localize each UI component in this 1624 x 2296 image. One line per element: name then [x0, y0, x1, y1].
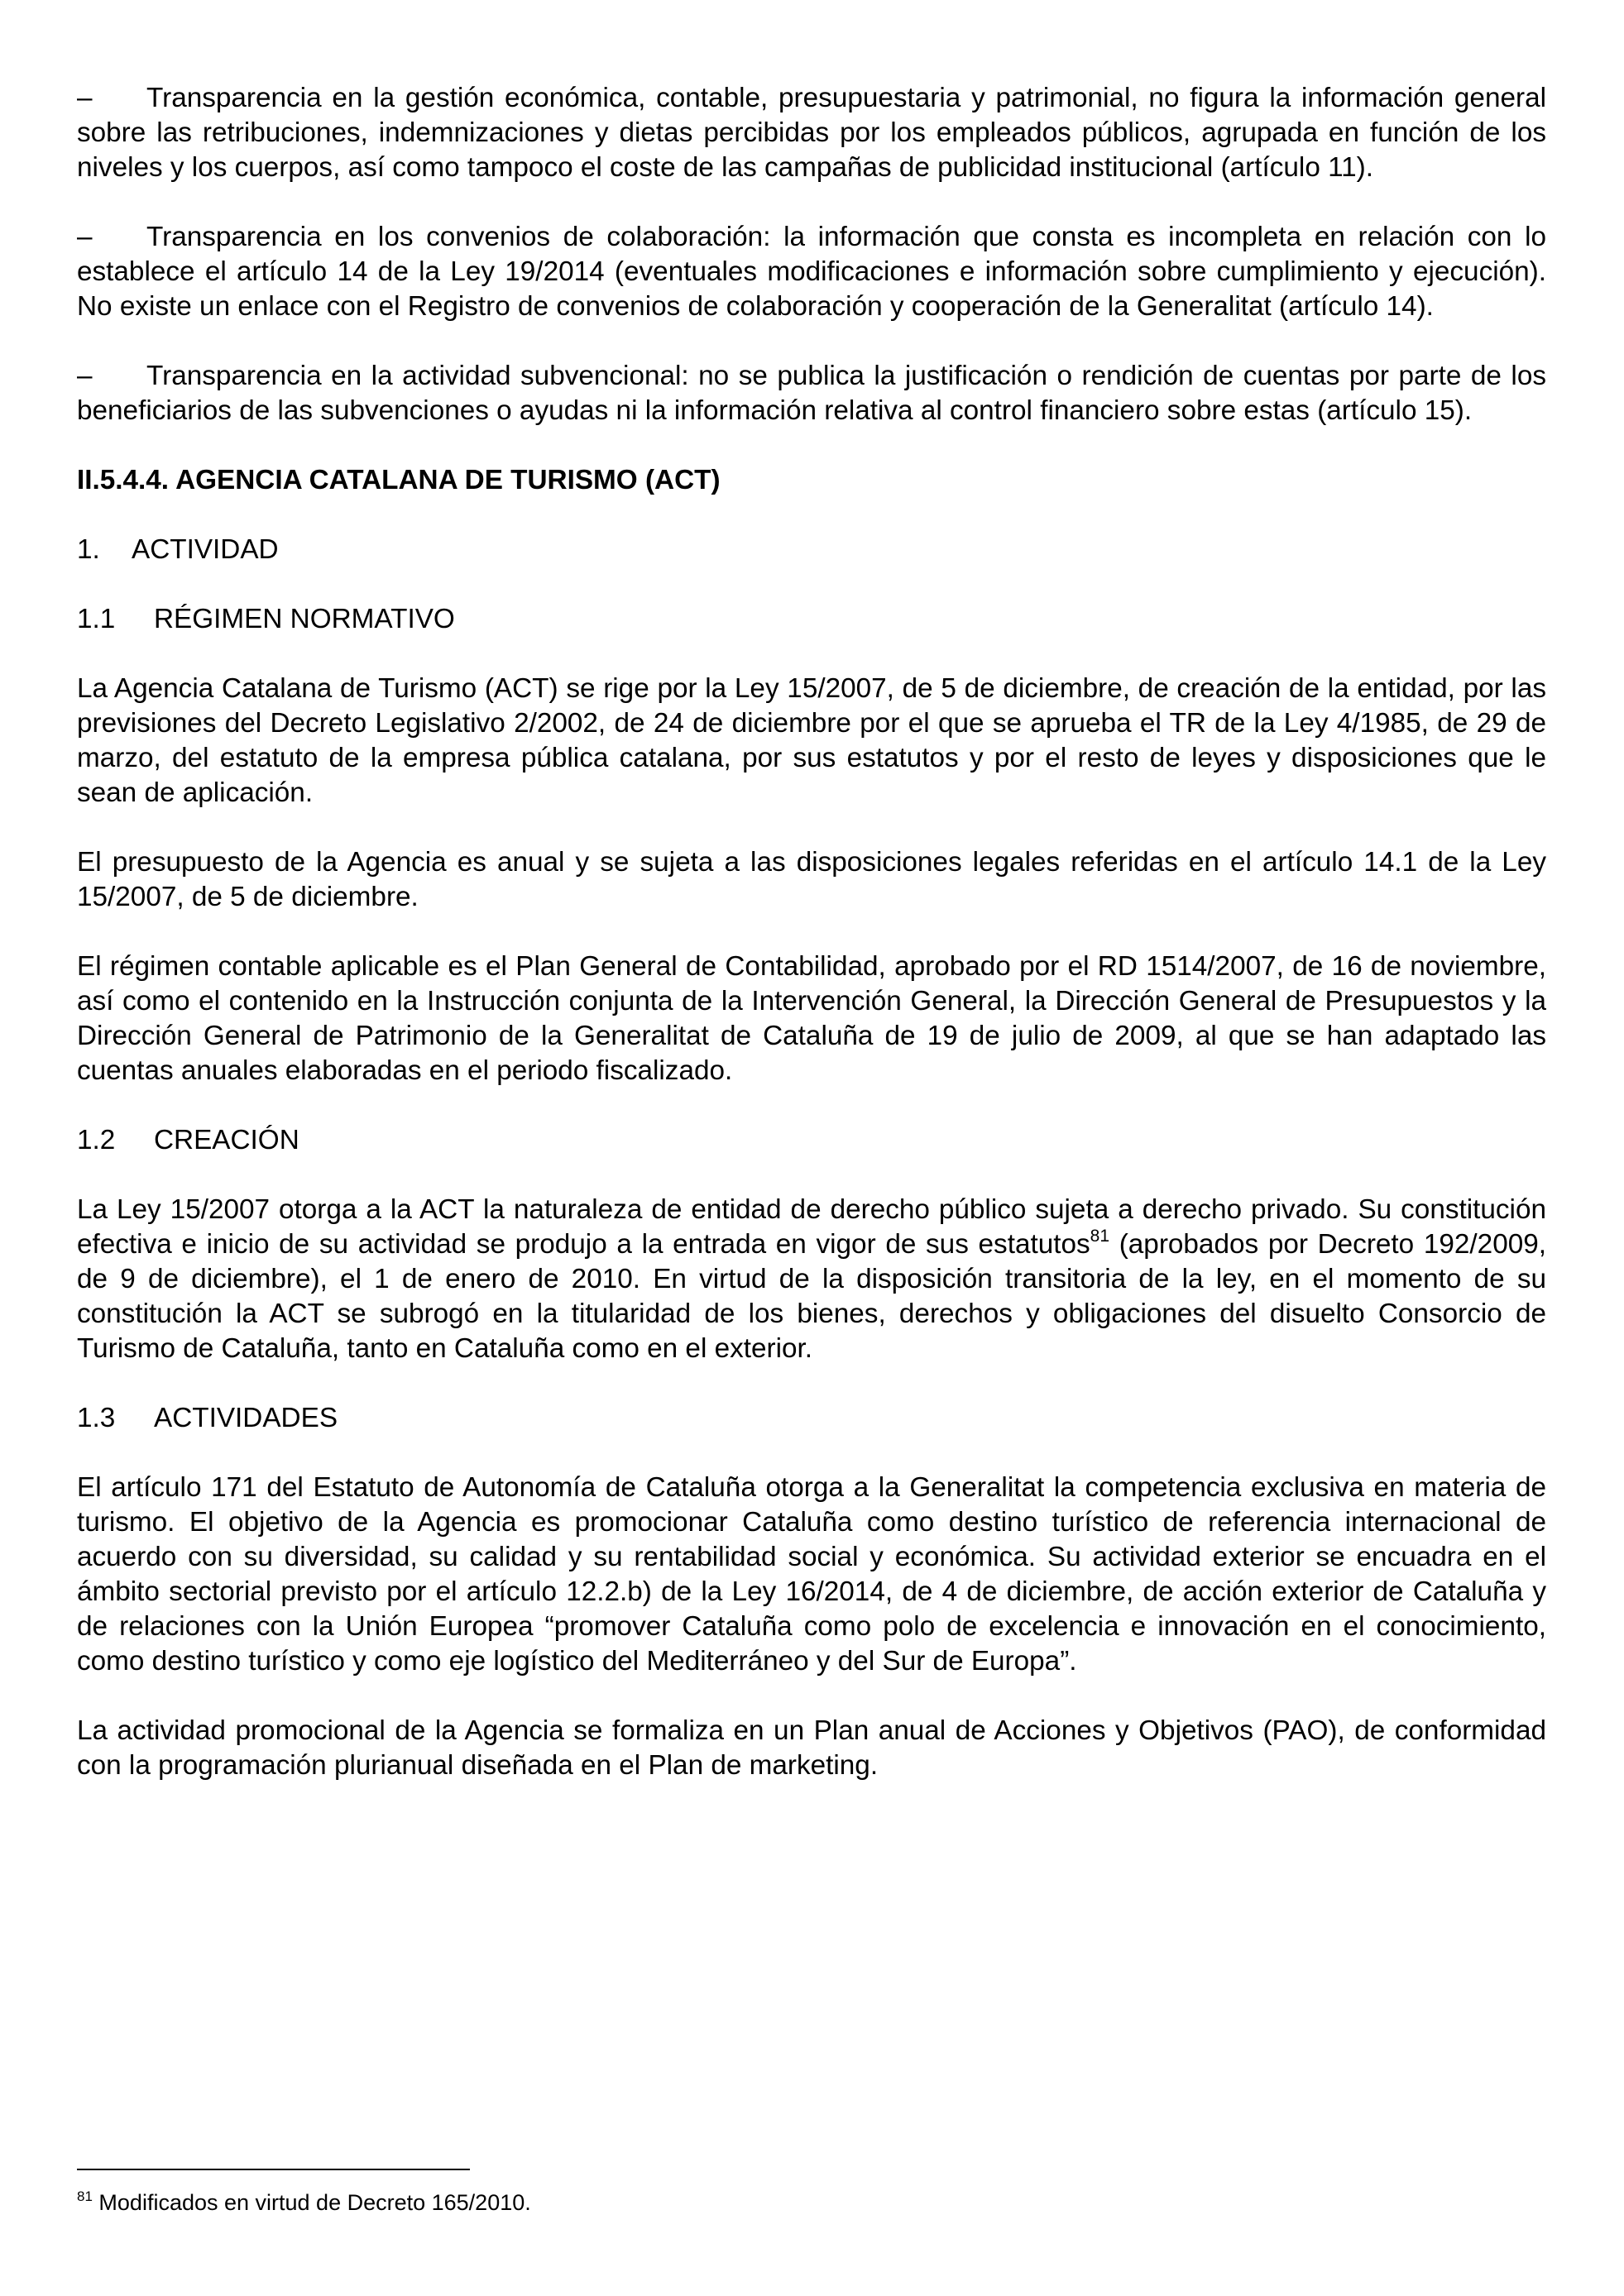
bullet-text: Transparencia en la gestión económica, contable, presupuestaria y patrimonial, no figura la información general sobre las retribuciones, indemnizaciones y dietas percibidas por los empleados públicos, agrupada en función de los niveles y los cuerpos, así como tampoco el coste de las campañas de publicidad institucional (artículo 11).: [77, 83, 1546, 183]
paragraph-text: (aprobados por Decreto 192/2009, de 9 de diciembre), el 1 de enero de 2010. En virtud de la disposición transitoria de la ley, en el momento de su constitución la ACT se subrogó en la titularidad de los bienes, derechos y obligaciones del disuelto Consorcio de Turismo de Cataluña, tanto en Cataluña como en el exterior.: [77, 1229, 1546, 1364]
footnote-reference[interactable]: 81: [1090, 1227, 1110, 1246]
footnote: [77, 2188, 531, 2217]
paragraph: El presupuesto de la Agencia es anual y se sujeta a las disposiciones legales referidas en el artículo 14.1 de la Ley 15/2007, de 5 de diciembre.: [77, 847, 1546, 912]
paragraph: El artículo 171 del Estatuto de Autonomía de Cataluña otorga a la Generalitat la competencia exclusiva en materia de turismo. El objetivo de la Agencia es promocionar Cataluña como destino turístico de referencia internacional de acuerdo con su diversidad, su calidad y su rentabilidad social y económica. Su actividad exterior se encuadra en el ámbito sectorial previsto por el artículo 12.2.b) de la Ley 16/2014, de 4 de diciembre, de acción exterior de Cataluña y de relaciones con la Unión Europea “promover Cataluña como polo de excelencia e innovación en el conocimiento, como destino turístico y como eje logístico del Mediterráneo y del Sur de Europa”.: [77, 1472, 1546, 1677]
paragraph-creacion: [77, 1193, 1546, 1366]
subheading-number: 1.1: [77, 604, 116, 634]
subheading-creacion: [77, 1123, 1546, 1158]
paragraph: La actividad promocional de la Agencia se formaliza en un Plan anual de Acciones y Objetivos (PAO), de conformidad con la programación plurianual diseñada en el Plan de marketing.: [77, 1715, 1546, 1781]
subheading-regimen-normativo: [77, 602, 1546, 637]
subheading-number: 1.3: [77, 1403, 116, 1433]
dash-bullet: –: [77, 361, 93, 391]
heading-actividad: [77, 533, 1546, 567]
bullet-item: [77, 81, 1546, 185]
heading-label: ACTIVIDAD: [132, 534, 279, 565]
heading-number: 1.: [77, 534, 100, 565]
bullet-text: Transparencia en la actividad subvencional: no se publica la justificación o rendición de cuentas por parte de los beneficiarios de las subvenciones o ayudas ni la información relativa al control financiero sobre estas (artículo 15).: [77, 361, 1546, 426]
paragraph: El régimen contable aplicable es el Plan General de Contabilidad, aprobado por el RD 1514/2007, de 16 de noviembre, así como el contenido en la Instrucción conjunta de la Intervención General, la Dirección General de Presupuestos y la Dirección General de Patrimonio de la Generalitat de Cataluña de 19 de julio de 2009, al que se han adaptado las cuentas anuales elaboradas en el periodo fiscalizado.: [77, 951, 1546, 1086]
paragraph-text: La Ley 15/2007 otorga a la ACT la naturaleza de entidad de derecho público sujeta a derecho privado. Su constitución efectiva e inicio de su actividad se produjo a la entrada en vigor de sus estatutos: [77, 1194, 1546, 1260]
footnote-divider: [77, 2169, 470, 2170]
bullet-item: [77, 220, 1546, 324]
subheading-actividades: [77, 1401, 1546, 1436]
paragraph: La Agencia Catalana de Turismo (ACT) se rige por la Ley 15/2007, de 5 de diciembre, de creación de la entidad, por las previsiones del Decreto Legislativo 2/2002, de 24 de diciembre por el que se aprueba el TR de la Ley 4/1985, de 29 de marzo, del estatuto de la empresa pública catalana, por sus estatutos y por el resto de leyes y disposiciones que le sean de aplicación.: [77, 673, 1546, 808]
subheading-number: 1.2: [77, 1125, 116, 1155]
dash-bullet: –: [77, 83, 93, 113]
page-content: [77, 81, 1546, 1818]
subheading-label: ACTIVIDADES: [154, 1403, 338, 1433]
bullet-text: Transparencia en los convenios de colaboración: la información que consta es incompleta en relación con lo establece el artículo 14 de la Ley 19/2014 (eventuales modificaciones e información sobre cumplimiento y ejecución). No existe un enlace con el Registro de convenios de colaboración y cooperación de la Generalitat (artículo 14).: [77, 222, 1546, 322]
dash-bullet: –: [77, 222, 93, 252]
section-title: II.5.4.4. AGENCIA CATALANA DE TURISMO (ACT): [77, 465, 721, 495]
footnote-text: Modificados en virtud de Decreto 165/2010.: [92, 2190, 531, 2215]
footnote-number: 81: [77, 2188, 93, 2204]
subheading-label: CREACIÓN: [154, 1125, 299, 1155]
subheading-label: RÉGIMEN NORMATIVO: [154, 604, 455, 634]
bullet-item: [77, 359, 1546, 428]
